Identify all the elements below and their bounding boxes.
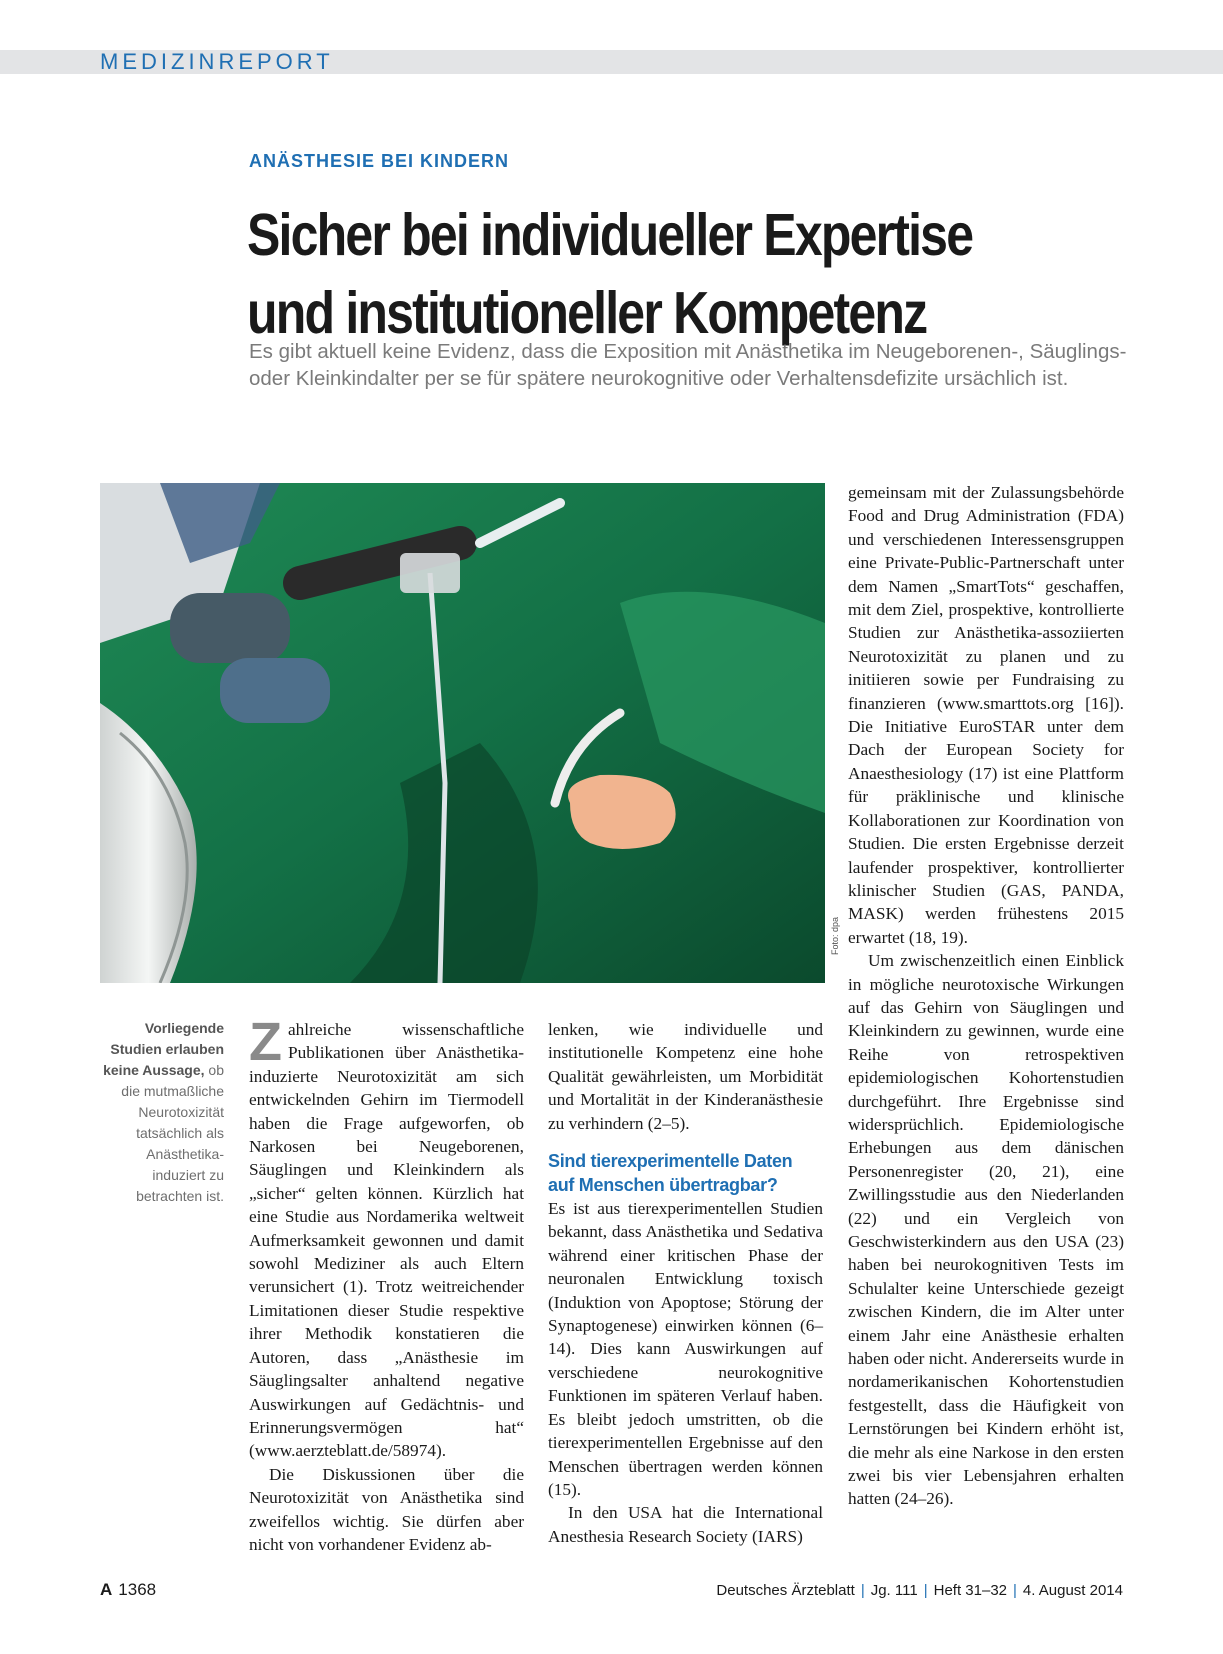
paragraph-2-start: Die Diskussionen über die Neurotoxizität von Anästhetika sind zweifellos wichtig. Sie dürfen aber nicht von vorhandener Evidenz ab- [249, 1464, 524, 1554]
caption-text: ob die mutmaßliche Neurotoxizität tatsächlich als Anästhetika-induziert zu betrachten ist. [121, 1062, 224, 1204]
photo-caption [96, 1018, 224, 1207]
journal-volume: Jg. 111 [870, 1582, 918, 1599]
caption-lead: Vorliegende Studien erlauben keine Aussage, [103, 1020, 224, 1078]
photo-credit: Foto: dpa [830, 916, 840, 955]
section-label: MEDIZINREPORT [100, 49, 334, 74]
journal-footer [716, 1582, 1123, 1599]
page-number-value: 1368 [118, 1580, 157, 1599]
journal-issue: Heft 31–32 [933, 1582, 1007, 1599]
journal-name: Deutsches Ärzteblatt [716, 1582, 855, 1599]
paragraph-4-start: In den USA hat die International Anesthesia Research Society (IARS) [548, 1503, 823, 1546]
article-kicker: ANÄSTHESIE BEI KINDERN [249, 151, 510, 171]
paragraph-4-cont: gemeinsam mit der Zulassungsbehörde Food and Drug Administration (FDA) und verschiedenen Interessensgruppen eine Private-Public-Partnerschaft unter dem Namen „SmartTots“ geschaffen, mit dem Ziel, prospektive, kontrollierte Studien zur Anästhetika-assoziierten Neurotoxizität zu planen und zu initiieren sowie per Fundraising zu finanzieren (www.smarttots.org [16]). Die Initiative EuroSTAR unter dem Dach der European Society for Anaesthesiology (17) ist eine Plattform für präklinische und klinische Kollaborationen zur Koordination von Studien. Die ersten Ergebnisse derzeit laufender prospektiver, kontrollierter klinischer Studien (GAS, PANDA, MASK) werden frühestens 2015 erwartet (18, 19). [848, 483, 1124, 947]
text-column-3 [848, 481, 1124, 1511]
title-line-1: Sicher bei individueller Expertise [247, 201, 973, 268]
footer-separator: | [1013, 1582, 1017, 1599]
paragraph-1: ahlreiche wissenschaftliche Publikationen über Anästhetika-induzierte Neurotoxizität am sich entwickelnden Gehirn im Tiermodell haben die Frage aufgeworfen, ob Narkosen bei Neugeborenen, Säuglingen und Kleinkindern als „sicher“ gelten können. Kürzlich hat eine Studie aus Nordamerika weltweit Aufmerksamkeit gewonnen und damit sowohl Mediziner als auch Eltern verunsichert (1). Trotz weitreichender Limitationen dieser Studie respektive ihrer Methodik konstatieren die Autoren, dass „Anästhesie im Säuglingsalter anhaltend negative Auswirkungen auf Gedächtnis- und Erinnerungsvermögen hat“ (www.aerzteblatt.de/58974). [249, 1020, 524, 1461]
journal-date: 4. August 2014 [1022, 1582, 1123, 1599]
footer-separator: | [860, 1582, 865, 1599]
page-prefix: A [100, 1580, 113, 1599]
text-column-1 [249, 1012, 524, 1556]
paragraph-3: Es ist aus tierexperimentellen Studien bekannt, dass Anästhetika und Sedativa während einer kritischen Phase der neuronalen Entwicklung toxisch (Induktion von Apoptose; Störung der Synaptogenese) einwirken können (6–14). Dies kann Auswirkungen auf verschiedene neurokognitive Funktionen im späteren Verlauf haben. Es bleibt jedoch umstritten, ob die tierexperimentellen Ergebnisse auf den Menschen übertragen werden können (15). [548, 1199, 823, 1499]
drop-cap: Z [249, 1012, 282, 1072]
article-photo [100, 483, 825, 983]
paragraph-2-cont: lenken, wie individuelle und institutionelle Kompetenz eine hohe Qualität gewährleisten, um Morbidität und Mortalität in der Kinderanästhesie zu verhindern (2–5). [548, 1020, 823, 1133]
section-subheading: Sind tierexperimentelle Daten auf Menschen übertragbar? [548, 1151, 793, 1196]
infant-anesthesia-photo [100, 483, 825, 983]
page-number [100, 1580, 156, 1600]
paragraph-5: Um zwischenzeitlich einen Einblick in mögliche neurotoxische Wirkungen auf das Gehirn von Säuglingen und Kleinkindern zu gewinnen, wurde eine Reihe von retrospektiven epidemiologischen Kohortenstudien durchgeführt. Ihre Ergebnisse sind widersprüchlich. Epidemiologische Erhebungen aus dem dänischen Personenregister (20, 21), eine Zwillingsstudie aus den Niederlanden (22) und ein Vergleich von Geschwisterkindern aus den USA (23) haben bei neurokognitiven Tests im Schulalter keine Unterschiede gezeigt zwischen Kindern, die im Alter unter einem Jahr eine Anästhesie erhalten haben oder nicht. Andererseits wurde in nordamerikanischen Kohortenstudien festgestellt, dass die Häufigkeit von Lernstörungen bei Kindern erhöht ist, die mehr als eine Narkose in den ersten zwei bis vier Lebensjahren erhalten hatten (24–26). [848, 951, 1124, 1509]
article-title [247, 196, 1167, 352]
article-subtitle: Es gibt aktuell keine Evidenz, dass die Exposition mit Anästhetika im Neugeborenen-, Säuglings- oder Kleinkindalter per se für spätere neurokognitive oder Verhaltensdefizite ursächlich ist. [249, 340, 1127, 390]
footer-separator: | [923, 1582, 928, 1599]
title-line-2: und institutioneller Kompetenz [247, 279, 927, 346]
text-column-2 [548, 1018, 823, 1548]
